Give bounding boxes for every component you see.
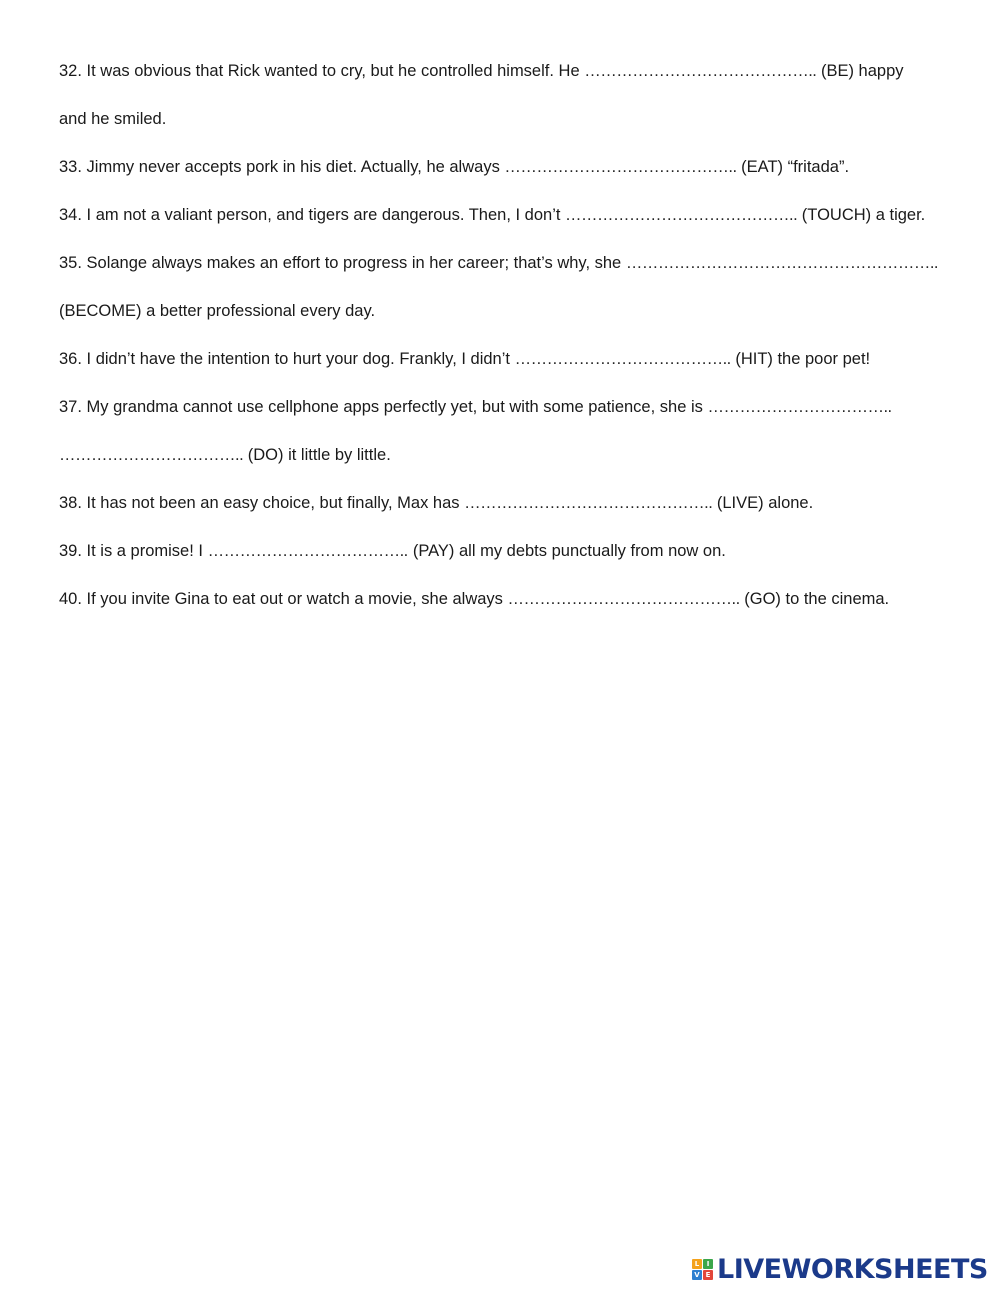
item-after: (BE) happy: [816, 62, 904, 80]
item-after: (HIT) the poor pet!: [730, 350, 871, 368]
worksheet-exercises: [59, 57, 949, 633]
exercise-line-38: [59, 489, 949, 537]
exercise-line-40: [59, 585, 949, 633]
item-after: (GO) to the cinema.: [739, 590, 890, 608]
item-after: (DO) it little by little.: [243, 446, 391, 464]
answer-blank-40[interactable]: ……………………………………..: [507, 590, 740, 608]
exercise-line-33: [59, 153, 949, 201]
item-text: It was obvious that Rick wanted to cry, but he controlled himself. He: [86, 62, 585, 80]
item-number: 37.: [59, 398, 82, 416]
item-text: If you invite Gina to eat out or watch a movie, she always: [86, 590, 508, 608]
item-number: 34.: [59, 206, 82, 224]
exercise-line-37: [59, 393, 949, 441]
answer-blank-35[interactable]: …………………………………………………..: [625, 254, 938, 272]
logo-mark-letter: V: [692, 1270, 702, 1280]
item-text: My grandma cannot use cellphone apps perfectly yet, but with some patience, she is: [86, 398, 708, 416]
answer-blank-36[interactable]: …………………………………..: [514, 350, 731, 368]
item-text: Solange always makes an effort to progress in her career; that’s why, she: [86, 254, 626, 272]
item-text: and he smiled.: [59, 110, 167, 128]
exercise-line-37-cont: [59, 441, 949, 489]
item-text: I didn’t have the intention to hurt your dog. Frankly, I didn’t: [86, 350, 515, 368]
item-text: It has not been an easy choice, but finally, Max has: [86, 494, 465, 512]
item-after: . (PAY) all my debts punctually from now on.: [403, 542, 726, 560]
item-number: 36.: [59, 350, 82, 368]
answer-blank-39[interactable]: ……………………………….: [207, 542, 404, 560]
item-text: Jimmy never accepts pork in his diet. Actually, he always: [86, 158, 505, 176]
item-number: 35.: [59, 254, 82, 272]
logo-mark-letter: E: [703, 1270, 713, 1280]
answer-blank-37[interactable]: ……………………………..: [707, 398, 892, 416]
exercise-line-35-cont: [59, 297, 949, 345]
logo-text: LIVEWORKSHEETS: [717, 1253, 988, 1285]
exercise-line-32: [59, 57, 949, 105]
logo-mark-letter: L: [692, 1259, 702, 1269]
liveworksheets-logo: [692, 1254, 988, 1284]
answer-blank-32[interactable]: ……………………………………..: [584, 62, 817, 80]
logo-mark-icon: [692, 1259, 713, 1280]
exercise-line-39: [59, 537, 949, 585]
exercise-line-36: [59, 345, 949, 393]
answer-blank-38[interactable]: ………………………………………..: [464, 494, 713, 512]
item-after: (LIVE) alone.: [712, 494, 814, 512]
answer-blank-37-cont[interactable]: ……………………………..: [59, 446, 244, 464]
answer-blank-33[interactable]: ……………………………………..: [504, 158, 737, 176]
item-after: (TOUCH) a tiger.: [797, 206, 926, 224]
item-after: (EAT) “fritada”.: [736, 158, 850, 176]
exercise-line-35: [59, 249, 949, 297]
item-text: I am not a valiant person, and tigers are dangerous. Then, I don’t: [86, 206, 566, 224]
item-number: 38.: [59, 494, 82, 512]
logo-mark-letter: I: [703, 1259, 713, 1269]
item-text: It is a promise! I: [86, 542, 208, 560]
item-text: (BECOME) a better professional every day.: [59, 302, 376, 320]
item-number: 33.: [59, 158, 82, 176]
item-number: 40.: [59, 590, 82, 608]
answer-blank-34[interactable]: ……………………………………..: [565, 206, 798, 224]
item-number: 32.: [59, 62, 82, 80]
exercise-line-32-cont: [59, 105, 949, 153]
item-number: 39.: [59, 542, 82, 560]
exercise-line-34: [59, 201, 949, 249]
